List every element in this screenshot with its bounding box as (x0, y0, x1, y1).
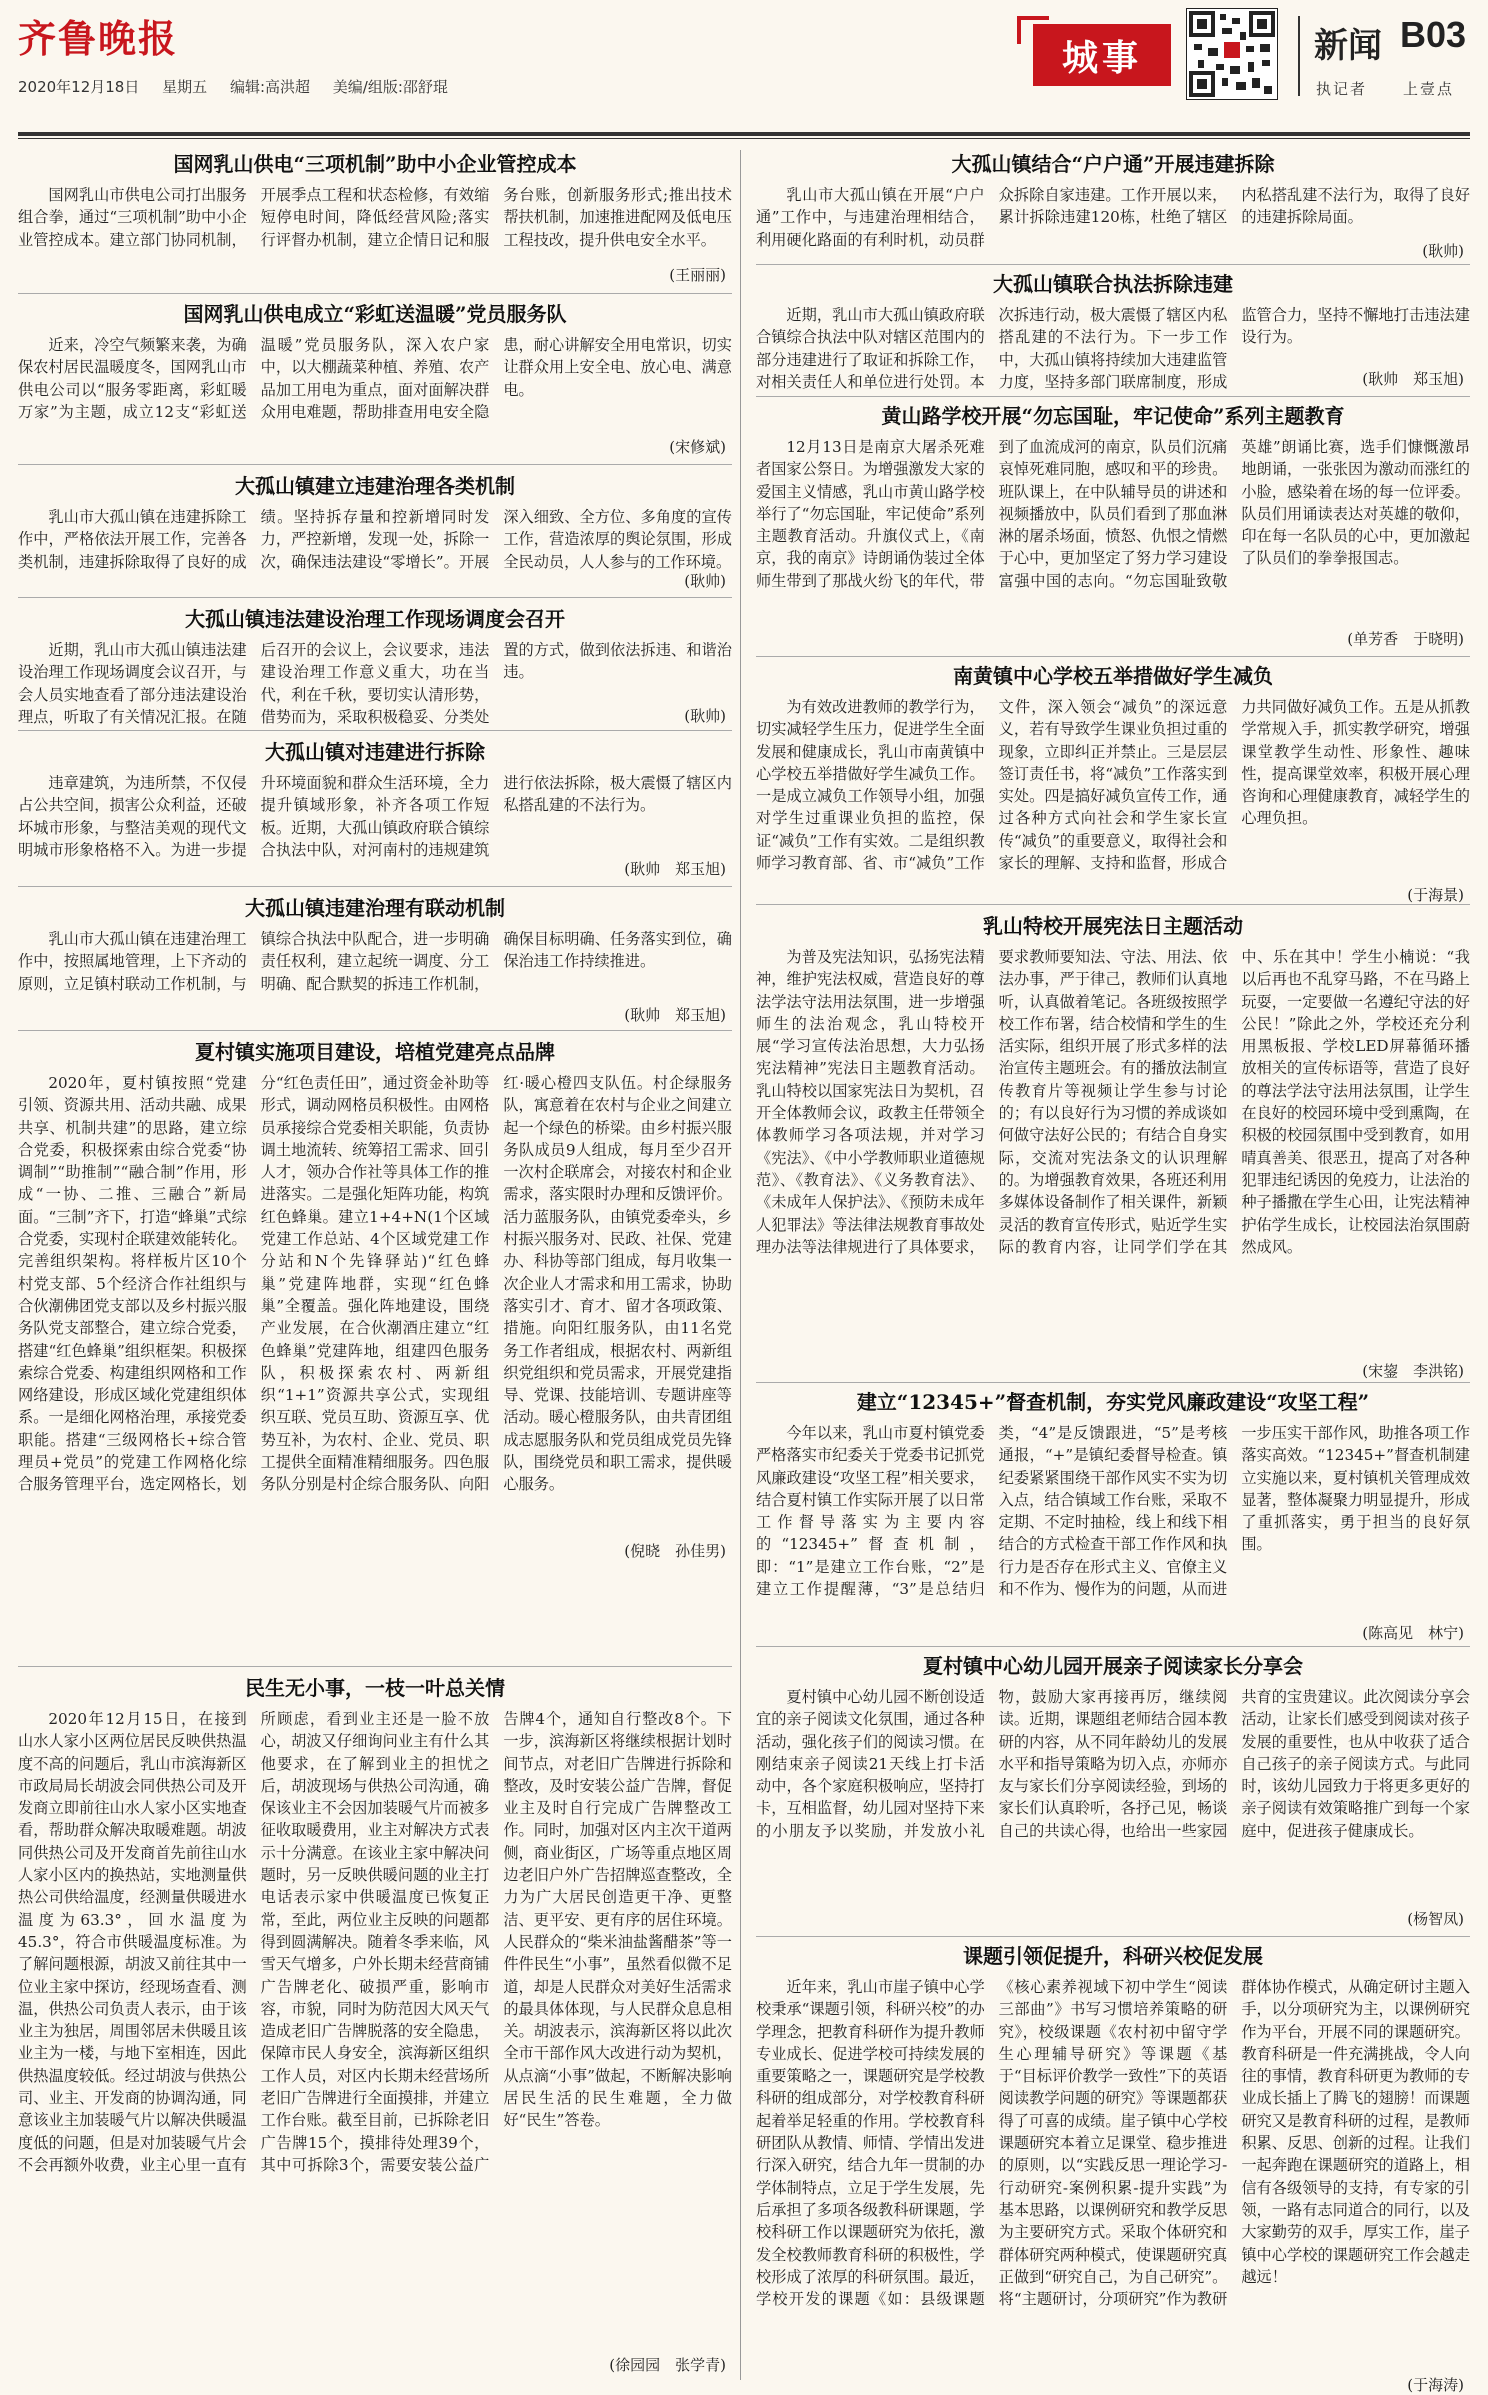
header-divider (1298, 16, 1300, 96)
article-body: 12月13日是南京大屠杀死难者国家公祭日。为增强激发大家的爱国主义情感，乳山市黄山路学校举行了“勿忘国耻，牢记使命”系列主题教育活动。升旗仪式上，《南京，我的南京》诗朗诵伪装过全体师生带到了那战火纷飞的年代，带到了血流成河的南京，队员们沉痛哀悼死难同胞，感叹和平的珍贵。班队课上，在中队辅导员的讲述和视频播放中，队员们看到了那血淋淋的屠杀场面，愤怒、仇恨之情燃于心中，更加坚定了努力学习建设富强中国的志向。“勿忘国耻致敬英雄”朗诵比赛，选手们慷慨激昂地朗诵，一张张因为激动而涨红的小脸，感染着在场的每一位评委。队员们用诵读表达对英雄的敬仰，印在每一名队员的心中，更加激起了队员们的拳拳报国志。 (756, 438, 1470, 590)
article-byline: (耿帅) (684, 707, 726, 725)
article-separator (18, 464, 732, 465)
article (756, 402, 1470, 652)
article-byline: (耿帅 郑玉旭) (624, 1006, 726, 1024)
article-separator (756, 1936, 1470, 1937)
article-body: 乳山市大孤山镇在开展“户户通”工作中，与违建治理相结合，利用硬化路面的有利时机，动员群众拆除自家违建。工作开展以来，累计拆除违建120栋，杜绝了辖区内私搭乱建不法行为，取得了良好的违建拆除局面。 (756, 186, 1470, 249)
article-title: 课题引领促提升，科研兴校促发展 (963, 1944, 1263, 1968)
article-separator (18, 293, 732, 294)
article-title: 南黄镇中心学校五举措做好学生减负 (953, 664, 1273, 688)
news-label: 新闻 (1314, 26, 1382, 66)
article-byline: (耿帅 郑玉旭) (624, 860, 726, 878)
article-separator (18, 1666, 732, 1667)
article (756, 912, 1470, 1382)
article-body: 近年来，乳山市崖子镇中心学校秉承“课题引领，科研兴校”的办学理念，把教育科研作为提升教师专业成长、促进学校可持续发展的重要策略之一，课题研究是学校教科研的组成部分，对学校教育科研起着举足轻重的作用。学校教育科研团队从教情、师情、学情出发进行深入研究，结合九年一贯制的办学体制特点，立足于学生发展，先后承担了多项各级教科研课题，学校科研工作以课题研究为依托，激发全校教师教育科研的积极性，学校形成了浓厚的科研氛围。最近，学校开发的课题《如：县级课题《核心素养视域下初中学生“阅读三部曲”》书写习惯培养策略的研究》，校级课题《农村初中留守学生心理辅导研究》等课题《基于“目标评价教学一致性”下的英语阅读教学问题的研究》等课题都获得了可喜的成绩。崖子镇中心学校课题研究本着立足课堂、稳步推进的原则，以“实践反思一理论学习-行动研究-案例积累-提升实践”为基本思路，以课例研究和教学反思为主要研究方式。采取个体研究和群体研究两种模式，使课题研究真正做到“研究自己，为自己研究”。将“主题研讨，分项研究”作为教研群体协作模式，从确定研讨主题入手，以分项研究为主，以课例研究作为平台，开展不同的课题研究。教育科研是一件充满挑战，令人向往的事情，教育科研更为教师的专业成长插上了腾飞的翅膀！而课题研究又是教育科研的过程，是教师积累、反思、创新的过程。让我们一起奔跑在课题研究的道路上，相信有各级领导的支持，有专家的引领，一路有志同道合的同行，以及大家勤劳的双手，厚实工作，崖子镇中心学校的课题研究工作会越走越远！ (756, 1978, 1470, 2309)
article-separator (756, 1646, 1470, 1647)
article-body: 近期，乳山市大孤山镇违法建设治理工作现场调度会议召开，与会人员实地查看了部分违法建设治理点，听取了有关情况汇报。在随后召开的会议上，会议要求，违法建设治理工作意义重大，功在当代，利在千秋，要切实认清形势，借势而为，采取积极稳妥、分类处置的方式，做到依法拆违、和谐治违。 (18, 641, 732, 726)
article-separator (756, 904, 1470, 905)
article-separator (756, 264, 1470, 265)
article-byline: (宋修斌) (669, 438, 726, 456)
article-body: 今年以来，乳山市夏村镇党委严格落实市纪委关于党委书记抓党风廉政建设“攻坚工程”相关要求，结合夏村镇工作实际开展了以日常工作督导落实为主要内容的“12345+”督查机制，即：“1”是建立工作台账，“2”是建立工作提醒薄，“3”是总结归类，“4”是反馈跟进，“5”是考核通报，“+”是镇纪委督导检查。镇纪委紧紧围绕干部作风实不实为切入点，结合镇域工作台账，采取不定期、不定时抽检，线上和线下相结合的方式检查干部工作作风和执行力是否存在形式主义、官僚主义和不作为、慢作为的问题，从而进一步压实干部作风，助推各项工作落实高效。“12345+”督查机制建立实施以来，夏村镇机关管理成效显著，整体凝聚力明显提升，形成了重抓落实，勇于担当的良好氛围。 (756, 1424, 1470, 1599)
article-body: 为普及宪法知识，弘扬宪法精神，维护宪法权威，营造良好的尊法学法守法用法氛围，进一步增强师生的法治观念，乳山特校开展“学习宣传法治思想，大力弘扬宪法精神”宪法日主题教育活动。乳山特校以国家宪法日为契机，召开全体教师会议，政教主任带领全体教师学习各项法规，并对学习《宪法》、《中小学教师职业道德规范》、《教育法》、《义务教育法》、《未成年人保护法》、《预防未成年人犯罪法》等法律法规教育事故处理办法等法律规进行了具体要求，要求教师要知法、守法、用法、依法办事，严于律己，教师们认真地听，认真做着笔记。各班级按照学校工作布署，结合校情和学生的生活实际，组织开展了形式多样的法治宣传主题班会。有的播放法制宣传教育片等视频让学生参与讨论的；有以良好行为习惯的养成谈如何做守法好公民的；有结合自身实际，交流对宪法条文的认识理解的。为增强教育效果，各班还利用多媒体设备制作了相关课件，新颖灵活的教育宣传形式，贴近学生实际的教育内容，让同学们学在其中、乐在其中！学生小楠说：“我以后再也不乱穿马路，不在马路上玩耍，一定要做一名遵纪守法的好公民！”除此之外，学校还充分利用黑板报、学校LED屏幕循环播放相关的宣传标语等，营造了良好的尊法学法守法用法氛围，让学生在良好的校园环境中受到熏陶，在积极的校园氛围中受到教育，如用晴真善美、很恶丑，提高了对各种犯罪违纪诱因的免疫力，让法治的种子播撒在学生心田，让宪法精神护佑学生成长，让校园法治氛围蔚然成风。 (756, 948, 1470, 1256)
reporter-line (1316, 78, 1454, 99)
article-separator (18, 1030, 732, 1031)
article-byline: (杨智凤) (1407, 1910, 1464, 1928)
article (18, 1038, 732, 1560)
article-title: 大孤山镇违建治理有联动机制 (245, 896, 505, 920)
article-byline: (宋鋆 李洪铭) (1362, 1362, 1464, 1380)
article (756, 1652, 1470, 1932)
article (18, 300, 732, 460)
header-rule (18, 132, 1470, 136)
article-separator (18, 886, 732, 887)
article-separator (18, 730, 732, 731)
article-body: 乳山市大孤山镇在违建治理工作中，按照属地管理，上下齐动的原则，立足镇村联动工作机制，与镇综合执法中队配合，进一步明确责任权利，建立起统一调度、分工明确、配合默契的拆违工作机制，确保目标明确、任务落实到位，确保治违工作持续推进。 (18, 930, 732, 993)
article-title: 大孤山镇违法建设治理工作现场调度会召开 (185, 607, 565, 631)
article-title: 民生无小事，一枝一叶总关情 (245, 1676, 505, 1700)
section-tag: 城事 (1033, 24, 1171, 86)
article (18, 1674, 732, 2374)
article-title: 大孤山镇对违建进行拆除 (265, 740, 485, 764)
qr-code-icon (1186, 8, 1278, 100)
article-body: 乳山市大孤山镇在违建拆除工作中，严格依法开展工作，完善各类机制，违建拆除取得了良好的成绩。坚持拆存量和控新增同时发力，严控新增，发现一处，拆除一次，确保违法建设“零增长”。开展深入细致、全方位、多角度的宣传工作，营造浓厚的舆论氛围，形成全民动员，人人参与的工作环境。 (18, 508, 732, 571)
article-byline: (于海景) (1407, 886, 1464, 904)
issue-designer: 美编/组版:邵舒琨 (332, 78, 448, 96)
issue-editor: 编辑:高洪超 (229, 78, 310, 96)
article-separator (756, 396, 1470, 397)
article-byline: (单芳香 于晓明) (1347, 630, 1464, 648)
article (18, 605, 732, 725)
article-byline: (徐园园 张学青) (609, 2356, 726, 2374)
article-body: 近期，乳山市大孤山镇政府联合镇综合执法中队对辖区范围内的部分违建进行了取证和拆除工作，对相关责任人和单位进行处罚。本次拆违行动，极大震慑了辖区内私搭乱建的不法行为。下一步工作中，大孤山镇将持续加大违建监管力度，坚持多部门联席制度，形成监管合力，坚持不懈地打击违法建设行为。 (756, 306, 1470, 391)
article-separator (756, 1382, 1470, 1383)
article-separator (756, 656, 1470, 657)
column-divider (740, 150, 741, 2380)
article (18, 894, 732, 1024)
article-body: 国网乳山市供电公司打出服务组合拳，通过“三项机制”助中小企业管控成本。建立部门协同机制，开展季点工程和状态检修，有效缩短停电时间，降低经营风险;落实行评督办机制，建立企情日记和服务台账，创新服务形式;推出技术帮扶机制，加速推进配网及低电压工程技改，提升供电安全水平。 (18, 186, 732, 249)
article (756, 662, 1470, 902)
article-title: 建立“12345+”督查机制，夯实党风廉政建设“攻坚工程” (856, 1390, 1370, 1414)
article-body: 近来，冷空气频繁来袭，为确保农村居民温暖度冬，国网乳山市供电公司以“服务零距离，彩虹暖万家”为主题，成立12支“彩虹送温暖”党员服务队，深入农户家中，以大棚蔬菜种植、养殖、农产品加工用电为重点，面对面解决群众用电难题，帮助排查用电安全隐患，耐心讲解安全用电常识，切实让群众用上安全电、放心电、满意电。 (18, 336, 732, 421)
article-title: 黄山路学校开展“勿忘国耻，牢记使命”系列主题教育 (881, 404, 1345, 428)
article (756, 150, 1470, 260)
issue-meta (18, 76, 466, 97)
article-body: 违章建筑，为违所禁，不仅侵占公共空间，损害公众利益，还破坏城市形象，与整洁美观的现代文明城市形象格格不入。为进一步提升环境面貌和群众生活环境，全力提升镇域形象，补齐各项工作短板。近期，大孤山镇政府联合镇综合执法中队，对河南村的违规建筑进行依法拆除，极大震慑了辖区内私搭乱建的不法行为。 (18, 774, 732, 859)
article-byline: (耿帅) (1422, 242, 1464, 260)
article-byline: (王丽丽) (669, 266, 726, 284)
article (756, 1942, 1470, 2394)
reporter-name: 上壹点 (1403, 80, 1455, 98)
article-byline: (陈高见 林宁) (1362, 1624, 1464, 1642)
article-title: 大孤山镇建立违建治理各类机制 (235, 474, 515, 498)
article (18, 472, 732, 592)
article-body: 为有效改进教师的教学行为，切实减轻学生压力，促进学生全面发展和健康成长，乳山市南黄镇中心学校五举措做好学生减负工作。一是成立减负工作领导小组，加强对学生过重课业负担的监控，保证“减负”工作有实效。二是组织教师学习教育部、省、市“减负”工作文件，深入领会“减负”的深远意义，若有导致学生课业负担过重的现象，立即纠正并禁止。三是层层签订责任书，将“减负”工作落实到实处。四是搞好减负宣传工作，通过各种方式向社会和学生家长宣传“减负”的重要意义，取得社会和家长的理解、支持和监督，形成合力共同做好减负工作。五是从抓教学常规入手，抓实教学研究，增强课堂教学生动性、形象性、趣味性，提高课堂效率，积极开展心理咨询和心理健康教育，减轻学生的心理负担。 (756, 698, 1470, 873)
article-title: 夏村镇实施项目建设，培植党建亮点品牌 (195, 1040, 555, 1064)
article-byline: (于海涛) (1407, 2376, 1464, 2394)
article-byline: (倪晓 孙佳男) (624, 1542, 726, 1560)
issue-date: 2020年12月18日 (18, 78, 140, 96)
article-byline: (耿帅 郑玉旭) (1362, 370, 1464, 388)
article (756, 270, 1470, 410)
article-title: 乳山特校开展宪法日主题活动 (983, 914, 1243, 938)
masthead (18, 8, 1470, 128)
issue-weekday: 星期五 (162, 78, 208, 96)
article-title: 国网乳山供电成立“彩虹送温暖”党员服务队 (183, 302, 567, 326)
reporter-label: 执记者 (1316, 80, 1368, 98)
article-body: 2020年12月15日，在接到山水人家小区两位居民反映供热温度不高的问题后，乳山市滨海新区市政局局长胡波会同供热公司及开发商立即前往山水人家小区实地查看，帮助群众解决取暖难题。胡波同供热公司及开发商首先前往山水人家小区内的换热站，实地测量供热公司供给温度，经测量供暖进水温度为63.3°，回水温度为45.3°，符合市供暖温度标准。为了解问题根源，胡波又前往其中一位业主家中探访，经现场查看、测温，供热公司负责人表示，由于该业主为独居，周围邻居未供暖且该业主为一楼，与地下室相连，因此供热温度较低。经过胡波与供热公司、业主、开发商的协调沟通，同意该业主加装暖气片以解决供暖温度低的问题，但是对加装暖气片会不会再额外收费，业主心里一直有所顾虑，看到业主还是一脸不放心，胡波又仔细询问业主有什么其他要求，在了解到业主的担忧之后，胡波现场与供热公司沟通，确保该业主不会因加装暖气片而被多征收取暖费用，业主对解决方式表示十分满意。在该业主家中解决问题时，另一反映供暖问题的业主打电话表示家中供暖温度已恢复正常，至此，两位业主反映的问题都得到圆满解决。随着冬季来临，风雪天气增多，户外长期未经营商铺广告牌老化、破损严重，影响市容，市貌，同时为防范因大风天气造成老旧广告牌脱落的安全隐患，保障市民人身安全，滨海新区组织工作人员，对区内长期未经营场所老旧广告牌进行全面摸排，并建立工作台账。截至目前，已拆除老旧广告牌15个，摸排待处理39个，其中可拆除3个，需要安装公益广告牌4个，通知自行整改8个。下一步，滨海新区将继续根据计划时间节点，对老旧广告牌进行拆除和整改，及时安装公益广告牌，督促业主及时自行完成广告牌整改工作。同时，加强对区内主次干道两侧，商业街区，广场等重点地区周边老旧户外广告招牌巡查整改，全力为广大居民创造更干净、更整洁、更平安、更有序的居住环境。人民群众的“柴米油盐酱醋茶”等一件件民生“小事”，虽然看似微不足道，却是人民群众对美好生活需求的最具体体现，与人民群众息息相关。胡波表示，滨海新区将以此次全市干部作风大改进行动为契机，从点滴“小事”做起，不断解决影响居民生活的民生难题，全力做好“民生”答卷。 (18, 1710, 732, 2174)
article-separator (18, 597, 732, 598)
article-title: 国网乳山供电“三项机制”助中小企业管控成本 (173, 152, 577, 176)
article-title: 夏村镇中心幼儿园开展亲子阅读家长分享会 (923, 1654, 1303, 1678)
article-body: 2020年，夏村镇按照“党建引领、资源共用、活动共融、成果共享、机制共建”的思路，建立综合党委，积极探索由综合党委“协调制”“助推制”“融合制”作用，形成“一协、二推、三融合”新局面。“三制”齐下，打造“蜂巢”式综合党委，实现村企联建效能转化。完善组织架构。将样板片区10个村党支部、5个经济合作社组织与合伙潮佛团党支部以及乡村振兴服务队党支部整合，建立综合党委，搭建“红色蜂巢”组织框架。积极探索综合党委、构建组织网格和工作网络建设，形成区域化党建组织体系。一是细化网格治理，承接党委职能。搭建“三级网格长+综合管理员+党员”的党建工作网格化综合服务管理平台，选定网格长，划分“红色责任田”，通过资金补助等形式，调动网格员积极性。由网格员承接综合党委相关职能，负责协调土地流转、统筹招工需求、回引人才，领办合作社等具体工作的推进落实。二是强化矩阵功能，构筑红色蜂巢。建立1+4+N(1个区域党建工作总站、4个区域党建工作分站和N个先锋驿站)“红色蜂巢”党建阵地群，实现“红色蜂巢”全覆盖。强化阵地建设，围绕产业发展，在合伙潮酒庄建立“红色蜂巢”党建阵地，组建四色服务队，积极探索农村、两新组织“1+1”资源共享公式，实现组织互联、党员互助、资源互享、优势互补，为农村、企业、党员、职工提供全面精准精细服务。四色服务队分别是村企综合服务队、向阳红·暖心橙四支队伍。村企绿服务队，寓意着在农村与企业之间建立起一个绿色的桥梁。由乡村振兴服务队成员9人组成，每月至少召开一次村企联席会，对接农村和企业需求，落实限时办理和反馈评价。活力蓝服务队，由镇党委牵头，乡村振兴服务对、民政、社保、党建办、科协等部门组成，每月收集一次企业人才需求和用工需求，协助落实引才、育才、留才各项政策、措施。向阳红服务队，由11名党务工作者组成，根据农村、两新组织党组织和党员需求，开展党建指导、党课、技能培训、专题讲座等活动。暖心橙服务队，由共青团组成志愿服务队和党员组成党员先锋队，围绕党员和职工需求，提供暖心服务。 (18, 1074, 732, 1494)
paper-logo: 齐鲁晚报 (18, 16, 179, 61)
page-number: B03 (1400, 14, 1467, 55)
article-title: 大孤山镇联合执法拆除违建 (993, 272, 1233, 296)
article (756, 1388, 1470, 1643)
header-rule-thin (18, 138, 1470, 139)
article-title: 大孤山镇结合“户户通”开展违建拆除 (951, 152, 1275, 176)
article-byline: (耿帅) (684, 572, 726, 590)
article-body: 夏村镇中心幼儿园不断创设适宜的亲子阅读文化氛围，通过各种活动，强化孩子们的阅读习惯。在刚结束亲子阅读21天线上打卡活动中，各个家庭积极响应，坚持打卡，互相监督，幼儿园对坚持下来的小朋友予以奖励，并发放小礼物，鼓励大家再接再厉，继续阅读。近期，课题组老师结合园本教研的内容，从不同年龄幼儿的发展水平和指导策略为切入点，亦师亦友与家长们分享阅读经验，到场的家长们认真聆听，各抒己见，畅谈自己的共读心得，也给出一些家园共育的宝贵建议。此次阅读分享会活动，让家长们感受到阅读对孩子发展的重要性，也从中收获了适合自己孩子的亲子阅读方式。与此同时，该幼儿园致力于将更多更好的亲子阅读有效策略推广到每一个家庭中，促进孩子健康成长。 (756, 1688, 1470, 1840)
article (18, 738, 732, 878)
article (18, 150, 732, 288)
